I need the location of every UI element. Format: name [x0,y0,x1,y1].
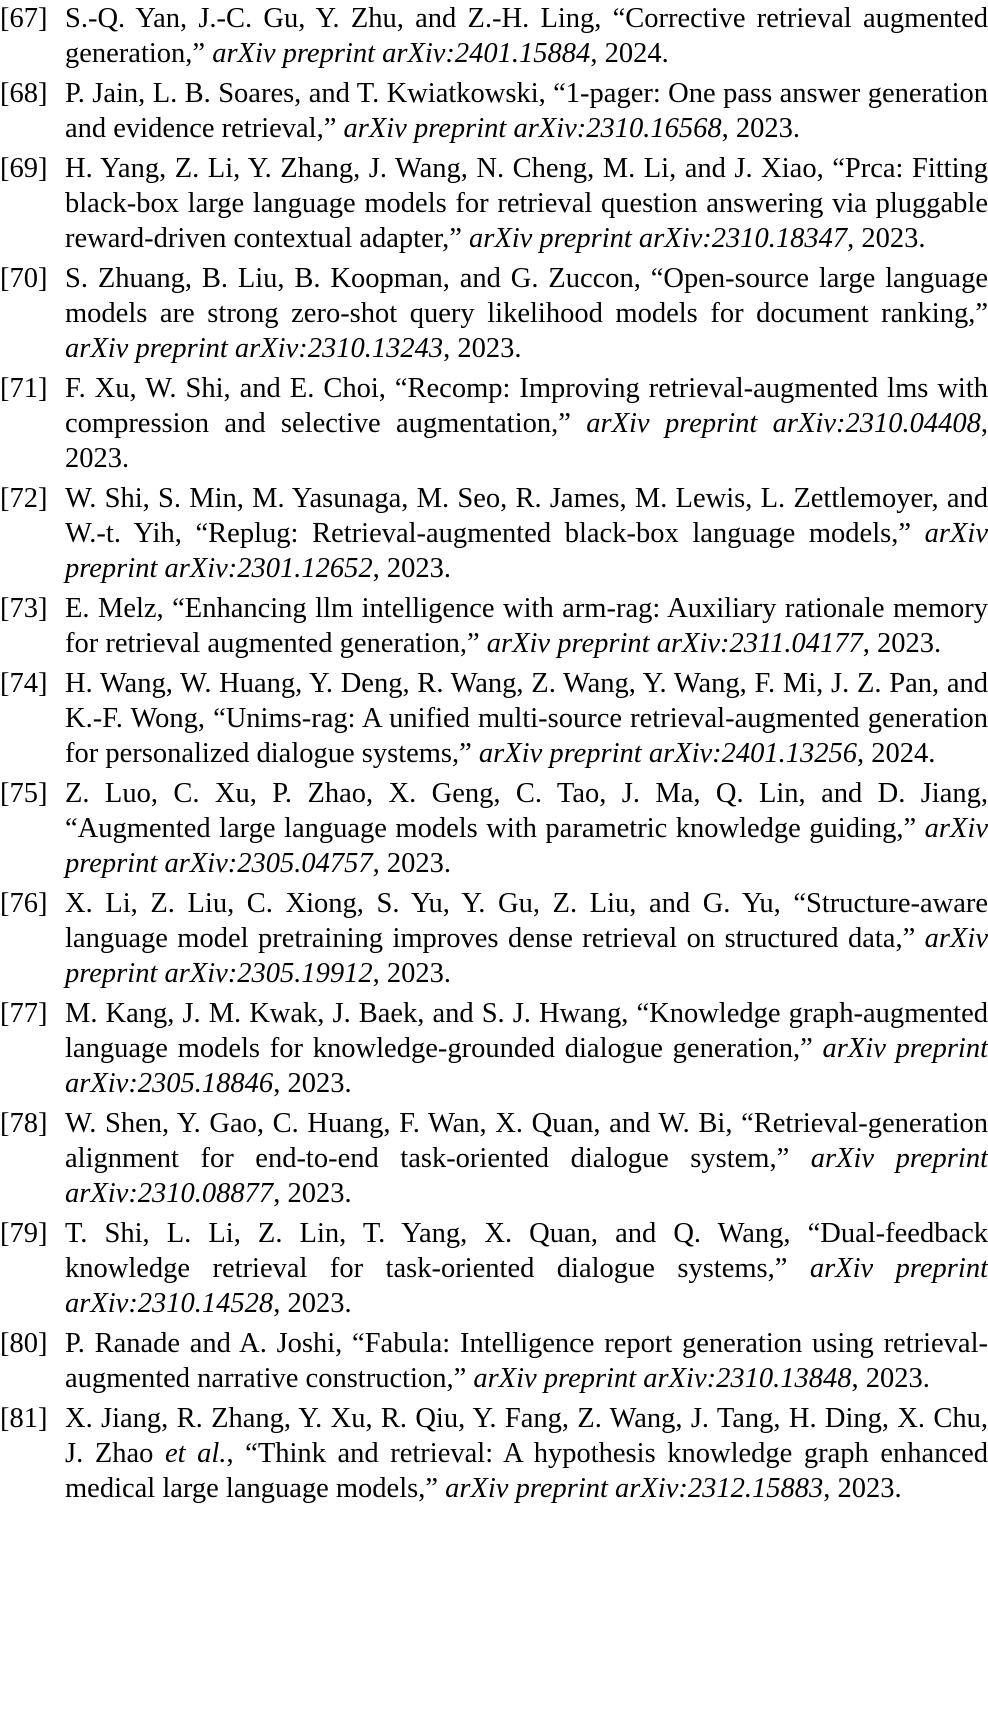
reference-venue: arXiv preprint arXiv:2305.04757 [65,813,988,879]
reference-venue: arXiv preprint arXiv:2310.08877 [65,1143,988,1209]
reference-venue: arXiv preprint arXiv:2401.13256 [478,738,858,769]
reference-number: [76] [0,888,48,919]
reference-part: , 2023. [862,628,942,659]
reference-entry [0,1,988,71]
reference-venue: arXiv preprint arXiv:2310.14528 [65,1253,988,1319]
reference-part: E. Melz, “Enhancing llm intelligence with arm-rag: Auxiliary rationale memory for retrieval augmented generation,” [65,593,988,659]
reference-part: W. Shen, Y. Gao, C. Huang, F. Wan, X. Quan, and W. Bi, “Retrieval-generation alignment for end-to-end task-oriented dialogue system,” [65,1108,988,1174]
reference-text [65,996,988,1101]
reference-number: [73] [0,593,48,624]
reference-part: , 2023. [823,1473,902,1504]
reference-venue: et al. [164,1438,227,1469]
reference-number: [74] [0,668,48,699]
reference-text [65,666,988,771]
reference-text [65,886,988,991]
reference-number: [69] [0,153,48,184]
reference-part: , 2023. [721,113,801,144]
reference-number: [75] [0,778,48,809]
reference-part: H. Wang, W. Huang, Y. Deng, R. Wang, Z. Wang, Y. Wang, F. Mi, J. Z. Pan, and K.-F. Wong, “Unims-rag: A unified multi-source retrieval-augmented generation for personalized dialogue systems,” [65,668,988,769]
reference-part: , 2023. [273,1068,352,1099]
reference-part: , 2023. [443,333,522,364]
reference-number: [67] [0,3,48,34]
reference-part: , “Think and retrieval: A hypothesis knowledge graph enhanced medical large language models,” [65,1438,988,1504]
reference-venue: arXiv preprint arXiv:2401.15884 [212,38,591,69]
reference-part: P. Ranade and A. Joshi, “Fabula: Intelligence report generation using retrieval-augmented narrative construction,” [65,1328,988,1394]
reference-part: H. Yang, Z. Li, Y. Zhang, J. Wang, N. Cheng, M. Li, and J. Xiao, “Prca: Fitting black-box large language models for retrieval question answering via pluggable reward-driven contextual adapter,” [65,153,988,254]
reference-entry [0,1106,988,1211]
reference-part: , 2024. [857,738,936,769]
reference-venue: arXiv preprint arXiv:2311.04177 [486,628,863,659]
reference-part: , 2024. [590,38,669,69]
reference-entry [0,371,988,476]
reference-text [65,591,988,661]
reference-text [65,776,988,881]
reference-entry [0,886,988,991]
reference-text [65,481,988,586]
reference-part: , 2023. [372,958,452,989]
reference-entry [0,76,988,146]
reference-number: [71] [0,373,48,404]
reference-entry [0,591,988,661]
reference-entry [0,1216,988,1321]
reference-entry [0,776,988,881]
reference-list [0,1,988,1506]
reference-number: [80] [0,1328,48,1359]
reference-part: , 2023. [273,1288,352,1319]
reference-number: [77] [0,998,48,1029]
reference-part: X. Jiang, R. Zhang, Y. Xu, R. Qiu, Y. Fang, Z. Wang, J. Tang, H. Ding, X. Chu, J. Zhao [65,1403,988,1469]
reference-venue: arXiv preprint arXiv:2305.18846 [65,1033,988,1099]
reference-entry [0,151,988,256]
reference-part: T. Shi, L. Li, Z. Lin, T. Yang, X. Quan, and Q. Wang, “Dual-feedback knowledge retrieval for task-oriented dialogue systems,” [65,1218,988,1284]
reference-part: F. Xu, W. Shi, and E. Choi, “Recomp: Improving retrieval-augmented lms with compression and selective augmentation,” [65,373,988,439]
reference-entry [0,996,988,1101]
reference-venue: arXiv preprint arXiv:2310.18347 [468,223,848,254]
reference-text [65,1,988,71]
reference-part: P. Jain, L. B. Soares, and T. Kwiatkowski, “1-pager: One pass answer generation and evidence retrieval,” [65,78,988,144]
reference-venue: arXiv preprint arXiv:2305.19912 [65,923,988,989]
reference-entry [0,1401,988,1506]
reference-venue: arXiv preprint arXiv:2310.16568 [343,113,722,144]
reference-venue: arXiv preprint arXiv:2310.13243 [65,333,444,364]
reference-number: [81] [0,1403,48,1434]
reference-text [65,151,988,256]
reference-venue: arXiv preprint arXiv:2312.15883 [445,1473,824,1504]
reference-number: [78] [0,1108,48,1139]
reference-part: M. Kang, J. M. Kwak, J. Baek, and S. J. Hwang, “Knowledge graph-augmented language models for knowledge-grounded dialogue generation,” [65,998,988,1064]
reference-text [65,1326,988,1396]
reference-part: , 2023. [372,848,452,879]
reference-text [65,1401,988,1506]
reference-venue: arXiv preprint arXiv:2301.12652 [65,518,988,584]
reference-part: W. Shi, S. Min, M. Yasunaga, M. Seo, R. James, M. Lewis, L. Zettlemoyer, and W.-t. Yih, “Replug: Retrieval-augmented black-box language models,” [65,483,988,549]
reference-part: , 2023. [847,223,926,254]
reference-number: [70] [0,263,48,294]
reference-part: , 2023. [372,553,452,584]
reference-entry [0,481,988,586]
reference-entry [0,666,988,771]
reference-part: , 2023. [851,1363,930,1394]
reference-part: , 2023. [65,408,988,474]
reference-venue: arXiv preprint arXiv:2310.04408 [586,408,981,439]
reference-number: [68] [0,78,48,109]
reference-part: X. Li, Z. Liu, C. Xiong, S. Yu, Y. Gu, Z. Liu, and G. Yu, “Structure-aware language model pretraining improves dense retrieval on structured data,” [65,888,988,954]
reference-entry [0,1326,988,1396]
reference-text [65,1106,988,1211]
reference-text [65,76,988,146]
reference-text [65,371,988,476]
reference-text [65,261,988,366]
reference-entry [0,261,988,366]
reference-number: [72] [0,483,48,514]
reference-part: , 2023. [273,1178,352,1209]
reference-text [65,1216,988,1321]
reference-number: [79] [0,1218,48,1249]
reference-venue: arXiv preprint arXiv:2310.13848 [473,1363,852,1394]
reference-part: Z. Luo, C. Xu, P. Zhao, X. Geng, C. Tao, J. Ma, Q. Lin, and D. Jiang, “Augmented large language models with parametric knowledge guiding,” [65,778,988,844]
reference-part: S. Zhuang, B. Liu, B. Koopman, and G. Zuccon, “Open-source large language models are strong zero-shot query likelihood models for document ranking,” [65,263,988,329]
reference-part: S.-Q. Yan, J.-C. Gu, Y. Zhu, and Z.-H. Ling, “Corrective retrieval augmented generation,” [65,3,988,69]
